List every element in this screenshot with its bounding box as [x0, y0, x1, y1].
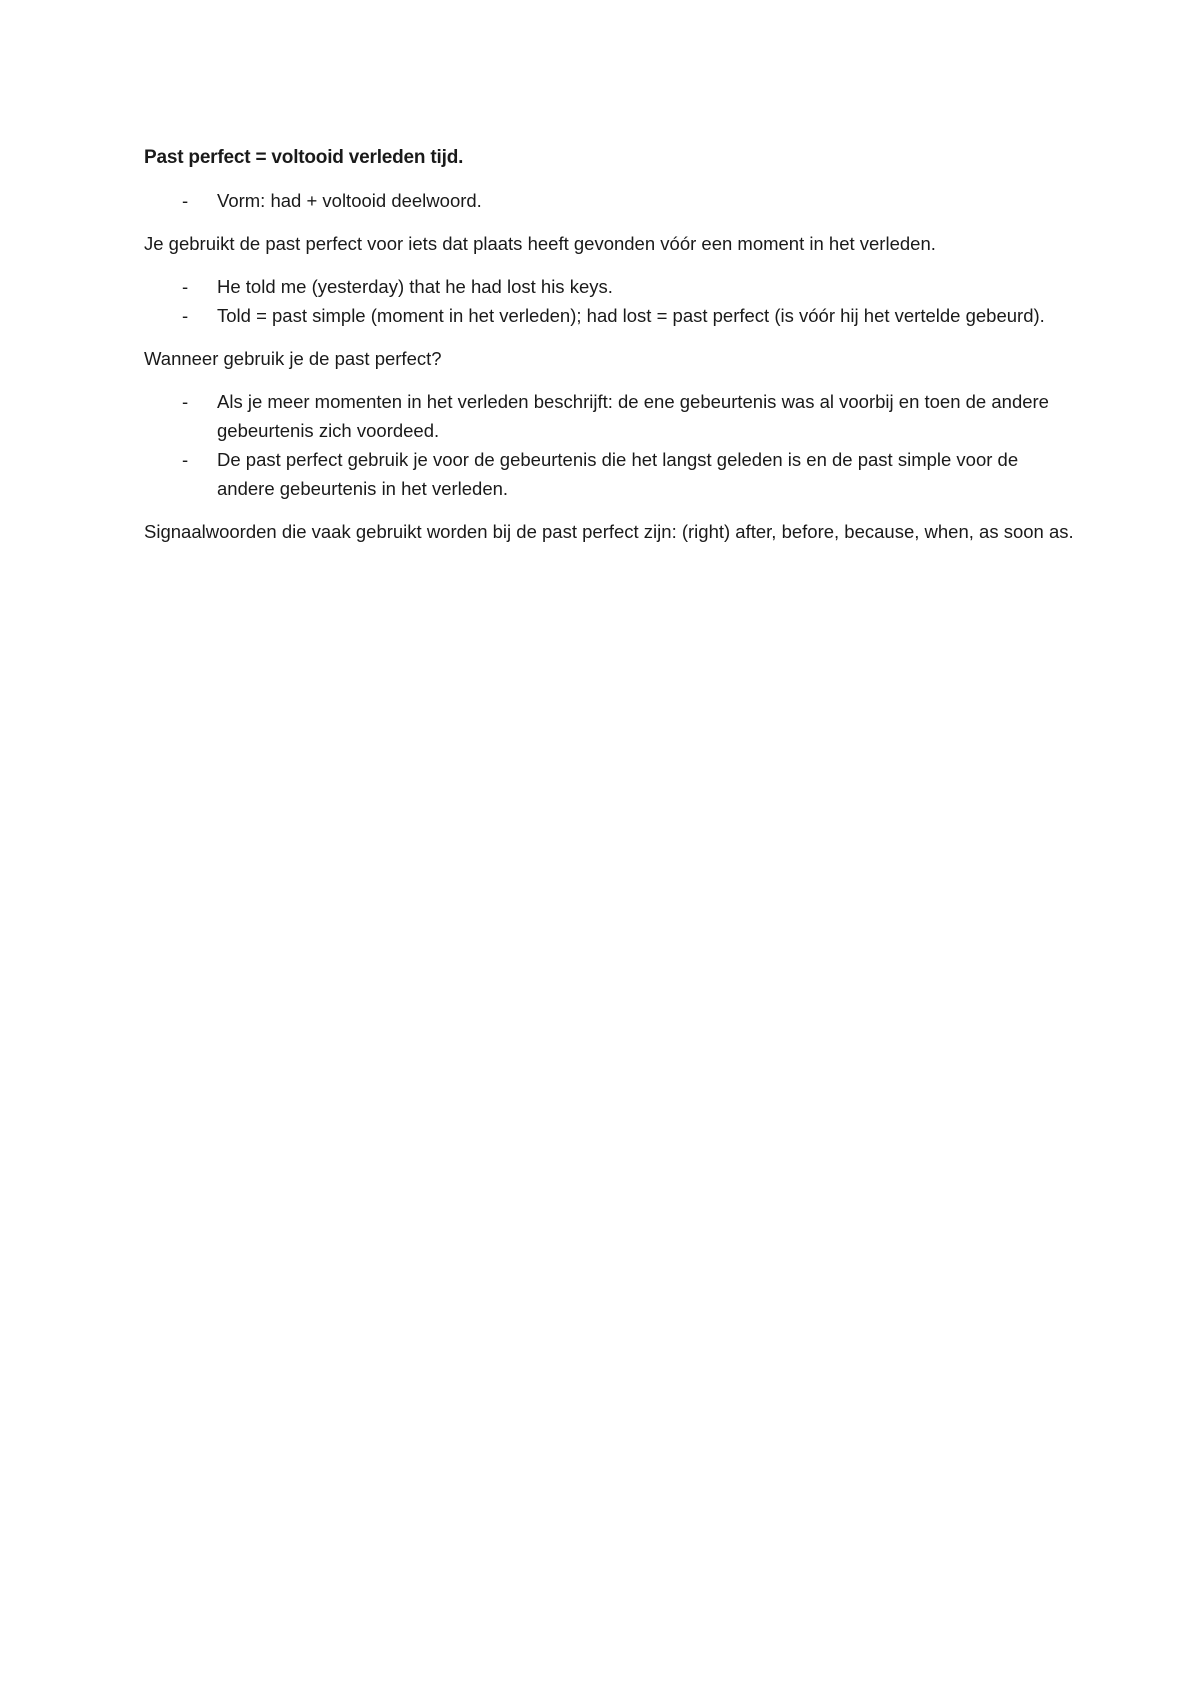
list-item-text: De past perfect gebruik je voor de gebeurtenis die het langst geleden is en de past simple voor de andere gebeurtenis in het verleden.: [217, 449, 1019, 499]
signal-words-paragraph: Signaalwoorden die vaak gebruikt worden bij de past perfect zijn: (right) after, before, because, when, as soon as.: [144, 521, 1074, 542]
list-item-text: Als je meer momenten in het verleden beschrijft: de ene gebeurtenis was al voorbij en toen de andere gebeurtenis zich voordeed.: [217, 391, 1049, 441]
list-item: [144, 301, 1074, 330]
form-list: [144, 186, 1074, 215]
document-body: [144, 143, 1074, 560]
list-item-text: Told = past simple (moment in het verleden); had lost = past perfect (is vóór hij het vertelde gebeurd).: [217, 305, 1045, 326]
dash-bullet: -: [182, 190, 189, 211]
dash-bullet: -: [182, 449, 189, 470]
dash-bullet: -: [182, 391, 189, 412]
list-item: [144, 445, 1074, 503]
document-title: Past perfect = voltooid verleden tijd.: [144, 147, 464, 168]
list-item: [144, 272, 1074, 301]
list-item: [144, 387, 1074, 445]
dash-bullet: -: [182, 276, 189, 297]
dash-bullet: -: [182, 305, 189, 326]
example-list: [144, 272, 1074, 330]
list-item-text: He told me (yesterday) that he had lost his keys.: [217, 276, 613, 297]
list-item-text: Vorm: had + voltooid deelwoord.: [217, 190, 482, 211]
intro-paragraph: Je gebruikt de past perfect voor iets dat plaats heeft gevonden vóór een moment in het verleden.: [144, 233, 936, 254]
list-item: [144, 186, 1074, 215]
question-paragraph: Wanneer gebruik je de past perfect?: [144, 348, 442, 369]
usage-list: [144, 387, 1074, 503]
